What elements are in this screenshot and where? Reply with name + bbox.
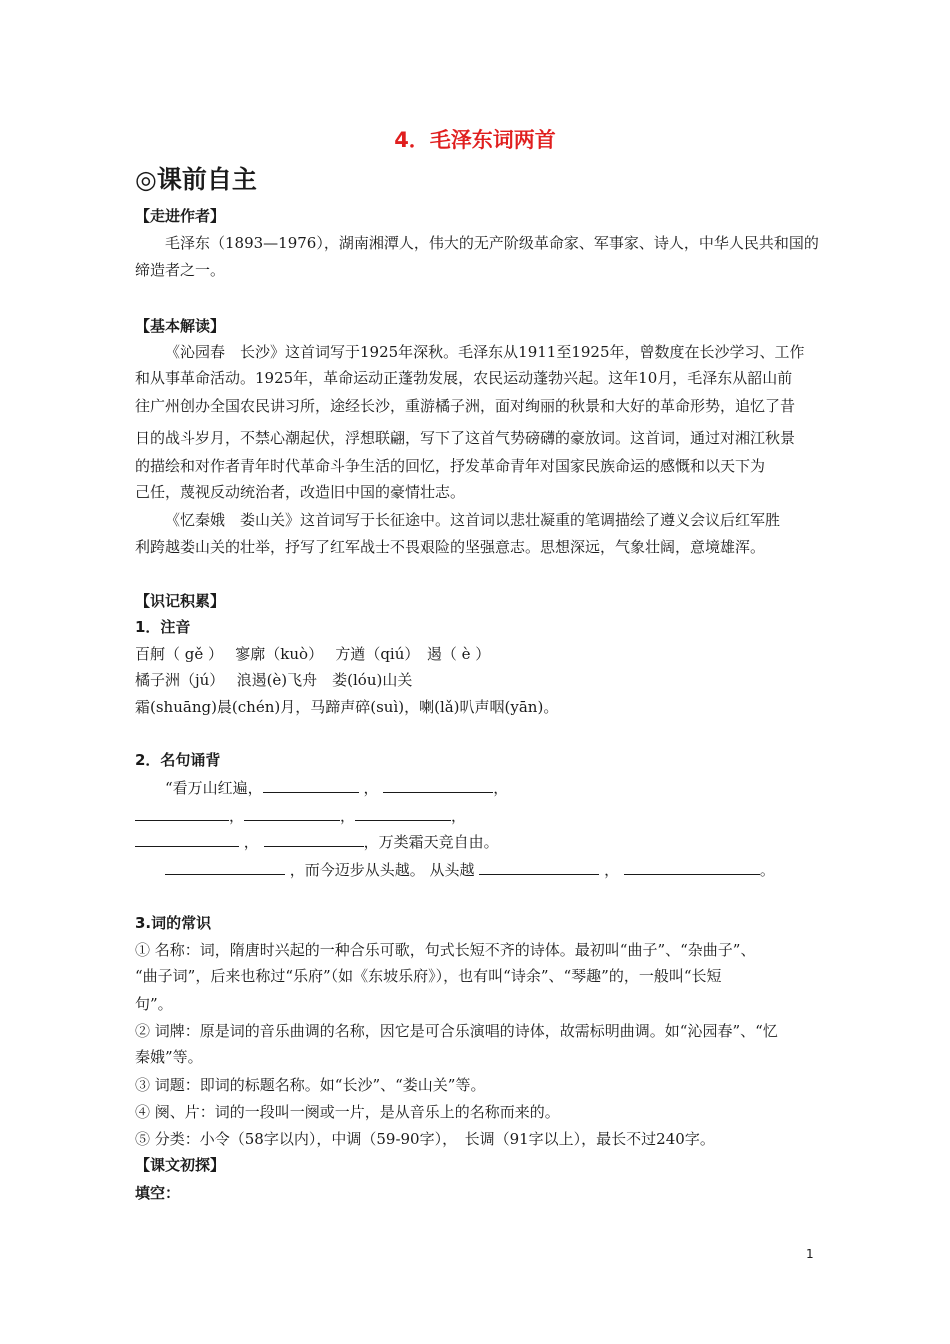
ci-line: “曲子词”，后来也称过“乐府”（如《东坡乐府》），也有叫“诗余”、“琴趣”的，一般叫“长短 xyxy=(135,967,722,985)
recite-text: ， xyxy=(451,807,467,825)
fill-blank[interactable] xyxy=(135,832,239,847)
fill-blank[interactable] xyxy=(263,778,359,793)
reading-text-line: 《沁园春 长沙》这首词写于1925年深秋。毛泽东从1911至1925年，曾数度在长沙学习、工作 xyxy=(165,343,805,361)
author-text-line: 缔造者之一。 xyxy=(135,261,226,279)
recite-text: ，万类霜天竞自由。 xyxy=(363,833,499,851)
reading-label: 【基本解读】 xyxy=(135,317,226,335)
pinyin-line: 霜(shuāng)晨(chén)月，马蹄声碎(suì)，喇(lǎ)叭声咽(yān)。 xyxy=(135,698,559,716)
ci-line: 秦娥”等。 xyxy=(135,1048,203,1066)
page-number: 1 xyxy=(806,1247,814,1261)
reading-text-line: 《忆秦娥 娄山关》这首词写于长征途中。这首词以悲壮凝重的笔调描绘了遵义会议后红军胜 xyxy=(165,511,781,529)
recite-text: ， xyxy=(493,779,509,797)
reading-text-line: 往广州创办全国农民讲习所，途经长沙，重游橘子洲，面对绚丽的秋景和大好的革命形势，追忆了昔 xyxy=(135,397,796,415)
ci-line: ② 词牌：原是词的音乐曲调的名称，因它是可合乐演唱的诗体，故需标明曲调。如“沁园春”、“忆 xyxy=(135,1022,778,1040)
recite-text: ， xyxy=(599,861,620,879)
ci-line: ③ 词题：即词的标题名称。如“长沙”、“娄山关”等。 xyxy=(135,1076,486,1094)
recite-text: ，而今迈步从头越。 从头越 xyxy=(289,861,475,879)
recite-line xyxy=(165,860,775,880)
ci-line: ① 名称：词，隋唐时兴起的一种合乐可歌，句式长短不齐的诗体。最初叫“曲子”、“杂曲子”、 xyxy=(135,941,756,959)
ci-line: ④ 阕、片：词的一段叫一阕或一片，是从音乐上的名称而来的。 xyxy=(135,1103,560,1121)
reading-text-line: 己任，蔑视反动统治者，改造旧中国的豪情壮志。 xyxy=(135,483,466,501)
ci-heading: 3.词的常识 xyxy=(135,914,212,932)
fill-blank[interactable] xyxy=(355,806,451,821)
recite-text: ， xyxy=(239,833,259,851)
pinyin-line: 橘子洲（jú） 浪遏(è)飞舟 娄(lóu)山关 xyxy=(135,671,413,689)
fill-blank[interactable] xyxy=(624,860,760,875)
ci-line: ⑤ 分类：小令（58字以内），中调（59-90字）， 长调（91字以上），最长不过240字。 xyxy=(135,1130,715,1148)
recite-text: ， xyxy=(229,807,245,825)
text-explore-label: 【课文初探】 xyxy=(135,1156,226,1174)
author-text-line: 毛泽东（1893—1976），湖南湘潭人，伟大的无产阶级革命家、军事家、诗人，中华人民共和国的 xyxy=(165,234,819,252)
recite-heading: 2．名句诵背 xyxy=(135,751,221,769)
author-label: 【走进作者】 xyxy=(135,207,226,225)
page-title: 4．毛泽东词两首 xyxy=(394,128,556,152)
fill-blank[interactable] xyxy=(244,806,340,821)
reading-text-line: 利跨越娄山关的壮举，抒写了红军战士不畏艰险的坚强意志。思想深远，气象壮阔，意境雄浑。 xyxy=(135,538,766,556)
section-heading: ◎课前自主 xyxy=(135,165,257,194)
fill-blank[interactable] xyxy=(479,860,599,875)
reading-text-line: 和从事革命活动。1925年，革命运动正蓬勃发展，农民运动蓬勃兴起。这年10月，毛泽东从韶山前 xyxy=(135,369,793,387)
memory-label: 【识记积累】 xyxy=(135,592,226,610)
fill-blank[interactable] xyxy=(165,860,285,875)
recite-text: ， xyxy=(358,779,379,797)
pinyin-line: 百舸（ gě ） 寥廓（kuò） 方遒（qiú） 遏（ è ） xyxy=(135,645,491,663)
recite-line xyxy=(135,832,499,852)
reading-text-line: 的描绘和对作者青年时代革命斗争生活的回忆，抒发革命青年对国家民族命运的感慨和以天下为 xyxy=(135,457,766,475)
recite-line xyxy=(135,806,466,826)
ci-line: 句”。 xyxy=(135,995,173,1013)
recite-text: 。 xyxy=(759,861,775,879)
fill-blank[interactable] xyxy=(264,832,364,847)
fill-label: 填空： xyxy=(135,1184,181,1202)
pinyin-heading: 1．注音 xyxy=(135,618,191,636)
fill-blank[interactable] xyxy=(383,778,493,793)
reading-text-line: 日的战斗岁月，不禁心潮起伏，浮想联翩，写下了这首气势磅礴的豪放词。这首词，通过对湘江秋景 xyxy=(135,429,796,447)
recite-text: “看万山红遍， xyxy=(165,779,263,797)
recite-text: ， xyxy=(340,807,356,825)
recite-line xyxy=(165,778,508,798)
fill-blank[interactable] xyxy=(135,806,229,821)
